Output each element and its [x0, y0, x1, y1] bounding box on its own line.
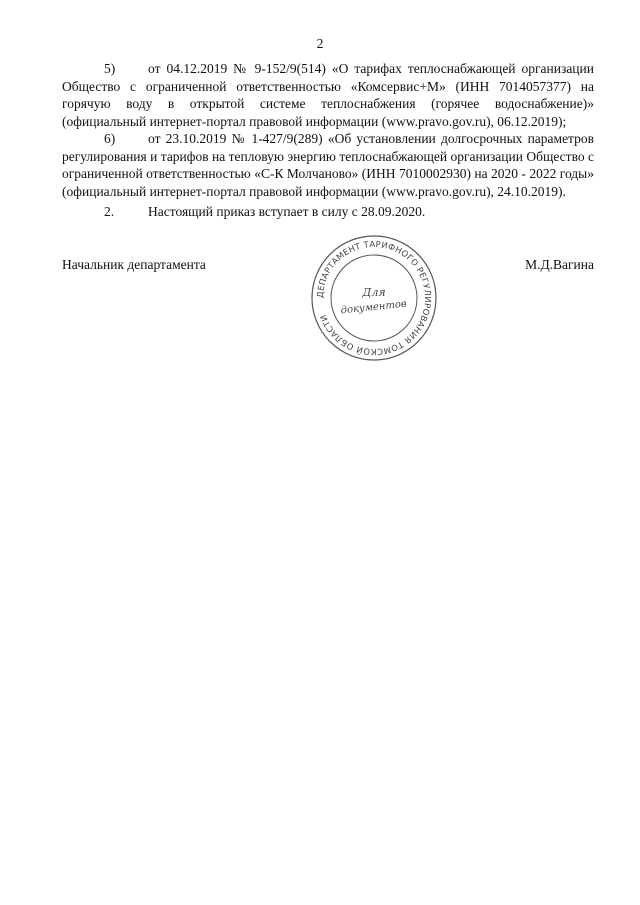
clause-text: Настоящий приказ вступает в силу с 28.09.2020.: [148, 204, 426, 219]
clause-2: [62, 203, 594, 221]
list-item-5: [62, 60, 594, 130]
list-item-6: [62, 130, 594, 200]
signatory-name: М.Д.Вагина: [525, 257, 594, 272]
list-item-text: от 23.10.2019 № 1-427/9(289) «Об установлении долгосрочных параметров регулирования и тарифов на тепловую энергию теплоснабжающей организации Общество с ограниченной ответственностью «С-К Молчаново» (ИНН 7010002930) на 2020 - 2022 годы» (официальный интернет-портал правовой информации (www.pravo.gov.ru), 24.10.2019).: [62, 131, 594, 199]
list-item-text: от 04.12.2019 № 9-152/9(514) «О тарифах теплоснабжающей организации Общество с ограниченной ответственностью «Комсервис+М» (ИНН 7014057377) на горячую воду в открытой системе теплоснабжения (горячее водоснабжение)» (официальный интернет-портал правовой информации (www.pravo.gov.ru), 06.12.2019);: [62, 61, 594, 129]
stamp-ring-text: ДЕПАРТАМЕНТ ТАРИФНОГО РЕГУЛИРОВАНИЯ ТОМСКОЙ ОБЛАСТИ: [314, 238, 434, 358]
list-item-number: 6): [104, 131, 116, 146]
page-number: 2: [316, 36, 324, 51]
signatory-position: Начальник департамента: [62, 257, 206, 272]
clause-number: 2.: [104, 204, 115, 219]
list-item-number: 5): [104, 61, 116, 76]
stamp-center-line1: Для: [362, 286, 386, 299]
stamp-center-line2: документов: [340, 298, 408, 317]
official-stamp: [310, 234, 438, 362]
